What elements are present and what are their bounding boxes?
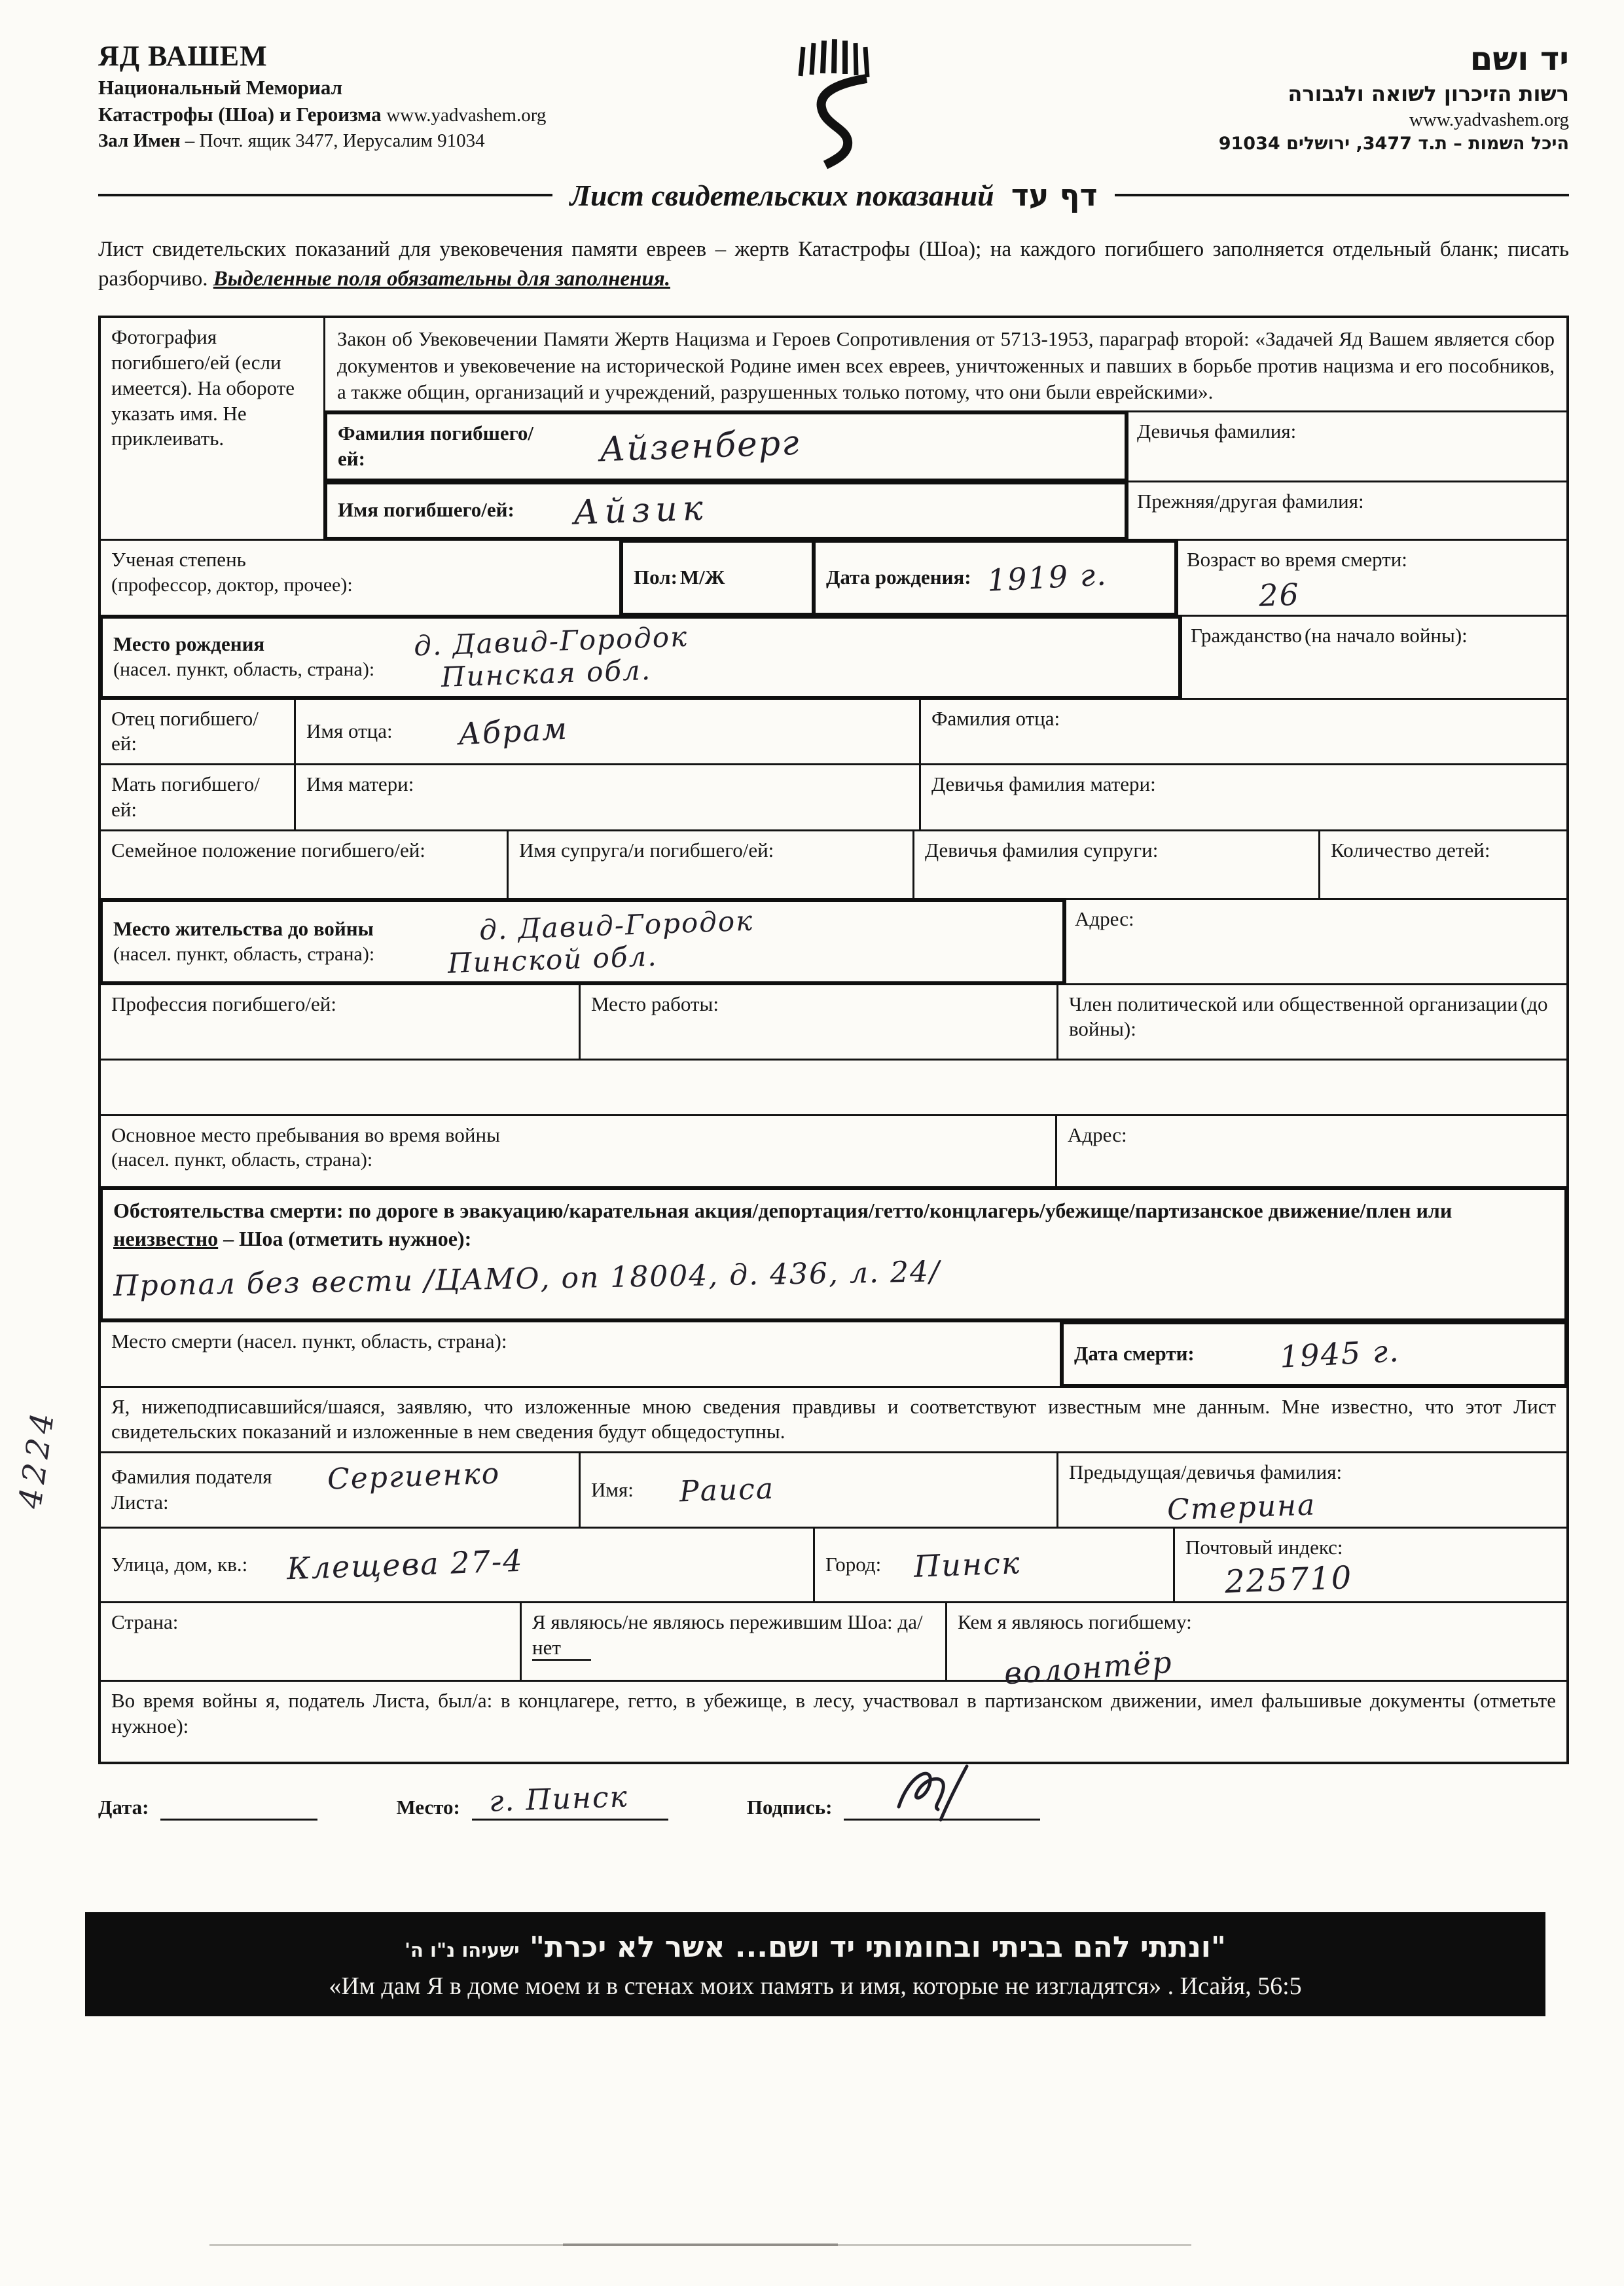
- org-subtitle-he: רשות הזיכרון לשואה ולגבורה: [1288, 81, 1569, 106]
- declaration-cell: [101, 1388, 1566, 1452]
- mandatory-fields-note: Выделенные поля обязательны для заполнения.: [213, 266, 670, 291]
- residence-value-line2: Пинской обл.: [447, 939, 659, 980]
- spouse-name-cell: [507, 831, 912, 898]
- workplace-cell: [579, 985, 1056, 1059]
- residence-label: Место жительства до войны: [113, 916, 374, 940]
- profession-label: Профессия погибшего/ей:: [111, 992, 336, 1015]
- spouse-maiden-cell: [912, 831, 1318, 898]
- father-surname-cell: [919, 700, 1566, 764]
- signature-field: [747, 1794, 1041, 1821]
- submitter-name-label: Имя:: [591, 1478, 634, 1501]
- mother-maiden-cell: [919, 765, 1566, 829]
- sex-label: Пол:: [634, 565, 677, 589]
- birthdate-cell: [812, 539, 1178, 617]
- date-label: Дата:: [98, 1796, 149, 1819]
- footer-quote-hebrew: [105, 1929, 1526, 1965]
- father-name-value: Абрам: [457, 711, 569, 752]
- row-death-place-date: [101, 1320, 1566, 1386]
- residence-address-cell: [1064, 900, 1566, 983]
- place-blank-line: [472, 1780, 668, 1821]
- death-date-value: 1945 г.: [1278, 1333, 1401, 1375]
- death-circumstances-options-b: – Шоа (отметить нужное):: [223, 1226, 472, 1250]
- row-marital: [101, 829, 1566, 898]
- victim-surname-cell: [323, 410, 1128, 482]
- father-name-label: Имя отца:: [306, 719, 393, 742]
- submitter-name-value: Раиса: [679, 1472, 775, 1509]
- org-address-he: היכל השמות – ת.ד 3477, ירושלים 91034: [1218, 134, 1569, 154]
- row-empty: [101, 1059, 1566, 1114]
- intro-text: Лист свидетельских показаний для увековечения памяти евреев – жертв Катастрофы (Шоа); на каждого погибшего заполняется отдельный бланк; писать разборчиво.: [98, 238, 1569, 291]
- law-paragraph: Закон об Увековечении Памяти Жертв Нацизма и Героев Сопротивления от 5713-1953, параграф второй: «Задачей Яд Вашем является сбор документов и увековечение на исторической Родине имен всех евреев, уничтоженных и павших в борьбе против нацизма и его пособников, а также общин, организаций и учреждений, разрушенных только потому, что они были еврейскими».: [337, 327, 1555, 404]
- residence-value-line1: д. Давид-Городок: [478, 904, 754, 947]
- victim-name-value: Айзик: [572, 488, 709, 533]
- death-circumstances-value: Пропал без вести /ЦАМО, оп 18004, д. 436, л. 24/: [113, 1255, 941, 1303]
- wartime-address-cell: [1055, 1116, 1566, 1186]
- residence-address-label: Адрес:: [1075, 907, 1134, 930]
- form-title-he: דף עד: [1011, 177, 1098, 213]
- row-father: [101, 698, 1566, 764]
- death-circumstances-text: [113, 1197, 1554, 1253]
- org-subtitle-2: [98, 102, 740, 128]
- org-url: www.yadvashem.org: [386, 104, 547, 126]
- survivor-option-no: нет: [532, 1636, 591, 1661]
- victim-surname-value: Айзенберг: [599, 423, 801, 470]
- memorial-flame-icon: [778, 38, 890, 189]
- citizenship-sublabel: (на начало войны):: [1305, 623, 1468, 647]
- workplace-label: Место работы:: [591, 992, 719, 1015]
- marital-status-cell: [101, 831, 507, 898]
- submitter-previous-name-cell: [1056, 1453, 1566, 1527]
- mother-cell: [101, 765, 294, 829]
- row-death-circumstances: [101, 1186, 1566, 1320]
- title-rule-right: [1115, 194, 1569, 196]
- birthplace-cell: [99, 615, 1182, 700]
- submitter-surname-label: Фамилия подателя Листа:: [111, 1465, 272, 1514]
- country-label: Страна:: [111, 1610, 179, 1633]
- submitter-previous-name-value: Стерина: [1166, 1488, 1317, 1527]
- mother-name-label: Имя матери:: [306, 772, 414, 796]
- mother-name-cell: [294, 765, 919, 829]
- age-at-death-label: Возраст во время смерти:: [1187, 547, 1407, 571]
- org-url-he-side: www.yadvashem.org: [1409, 109, 1569, 130]
- relation-cell: [945, 1603, 1566, 1691]
- city-label: Город:: [825, 1553, 882, 1576]
- death-circumstances-cell: [99, 1186, 1568, 1322]
- row-wartime-location: [101, 1114, 1566, 1186]
- photo-instructions-text: Фотография погибшего/ей (если имеется). На обороте указать имя. Не приклеивать.: [111, 325, 295, 450]
- submitter-name-cell: [579, 1453, 1056, 1527]
- org-address: – Почт. ящик 3477, Иерусалим 91034: [180, 130, 485, 151]
- father-surname-label: Фамилия отца:: [931, 706, 1060, 730]
- wartime-address-label: Адрес:: [1068, 1123, 1127, 1146]
- previous-surname-cell: [1127, 482, 1566, 539]
- residence-cell: [99, 898, 1066, 985]
- footer-quote-hebrew-text: "ונתתי להם בביתי ובחומותי יד ושם... אשר לא יכרת": [529, 1930, 1226, 1964]
- wartime-location-sublabel: (насел. пункт, область, страна):: [111, 1149, 373, 1171]
- row-submitter-address: [101, 1527, 1566, 1601]
- org-name-he: יד ושם: [1470, 40, 1569, 78]
- place-label: Место:: [396, 1796, 460, 1819]
- residence-value: [447, 904, 755, 980]
- date-field: [98, 1794, 317, 1821]
- death-place-label: Место смерти (насел. пункт, область, страна):: [111, 1329, 507, 1352]
- country-cell: [101, 1603, 520, 1680]
- birthdate-label: Дата рождения:: [826, 565, 971, 589]
- death-circumstances-label: Обстоятельства смерти:: [113, 1198, 344, 1222]
- submitter-previous-name-label: Предыдущая/девичья фамилия:: [1069, 1460, 1343, 1484]
- marital-status-label: Семейное положение погибшего/ей:: [111, 838, 425, 862]
- death-circumstances-options-a: по дороге в эвакуацию/карательная акция/депортация/гетто/концлагерь/убежище/партизанское движение/плен или: [348, 1198, 1453, 1222]
- victim-name-cell: [323, 481, 1128, 541]
- title-rule-left: [98, 194, 552, 196]
- scan-artifact-smudge: [563, 2243, 838, 2246]
- subrow-firstname: [325, 481, 1566, 539]
- mother-label: Мать погибшего/ей:: [111, 772, 260, 821]
- victim-surname-label: Фамилия погибшего/ей:: [338, 422, 534, 471]
- citizenship-label: Гражданство: [1191, 623, 1303, 647]
- submitter-wartime-text: Во время войны я, податель Листа, был/а: в концлагере, гетто, в убежище, в лесу, участвовал в партизанском движении, имел фальшивые документы (отметьте нужное):: [111, 1688, 1556, 1737]
- signature-label: Подпись:: [746, 1796, 833, 1819]
- street-cell: [101, 1529, 813, 1601]
- date-blank-line: [160, 1794, 317, 1821]
- relation-label: Кем я являюсь погибшему:: [958, 1610, 1192, 1633]
- declaration-text: Я, нижеподписавшийся/шаяся, заявляю, что изложенные мною сведения правдивы и соответствуют известным мне данным. Мне известно, что этот Лист свидетельских показаний и изложенные в нем сведения будут общедоступны.: [111, 1394, 1556, 1443]
- birthplace-label: Место рождения: [113, 632, 265, 656]
- postal-code-cell: [1173, 1529, 1566, 1601]
- spouse-maiden-label: Девичья фамилия супруги:: [925, 838, 1159, 862]
- sex-options: М/Ж: [679, 565, 725, 589]
- profession-cell: [101, 985, 579, 1059]
- sex-cell: [619, 539, 816, 617]
- submitter-surname-value: Сергиенко: [327, 1457, 501, 1497]
- spouse-name-label: Имя супруга/и погибшего/ей:: [519, 838, 774, 862]
- father-name-cell: [294, 700, 919, 764]
- membership-label: Член политической или общественной организации: [1069, 992, 1518, 1015]
- survivor-label: Я являюсь/не являюсь пережившим Шоа:: [532, 1610, 898, 1633]
- testimony-form-table: [98, 316, 1569, 1764]
- maiden-name-cell: [1127, 412, 1566, 481]
- relation-value: волонтёр: [1003, 1644, 1174, 1691]
- place-value: г. Пинск: [488, 1780, 629, 1819]
- row-birthplace: [101, 615, 1566, 698]
- org-subtitle-1: Национальный Мемориал: [98, 76, 343, 99]
- birthplace-value-line2: Пинская обл.: [441, 653, 652, 693]
- previous-surname-label: Прежняя/другая фамилия:: [1137, 489, 1364, 513]
- org-address-line: [98, 129, 740, 153]
- row-country-survivor-relation: [101, 1601, 1566, 1691]
- children-count-label: Количество детей:: [1331, 838, 1490, 862]
- degree-label: Ученая степень: [111, 547, 246, 571]
- city-value: Пинск: [913, 1545, 1022, 1585]
- footer-quote-russian: «Им дам Я в доме моем и в стенах моих память и имя, которые не изгладятся» . Исайя, 56:5: [329, 1972, 1302, 2000]
- hall-of-names-label: Зал Имен: [98, 130, 181, 151]
- empty-cell: [101, 1061, 1566, 1114]
- signature-mark: [890, 1760, 1027, 1825]
- father-cell: [101, 700, 294, 764]
- death-date-label: Дата смерти:: [1074, 1341, 1195, 1365]
- citizenship-cell: [1180, 617, 1566, 698]
- margin-handwritten-number: 4224: [12, 1406, 62, 1511]
- row-profession: [101, 983, 1566, 1059]
- page-header: [98, 38, 1569, 155]
- death-place-cell: [101, 1322, 1062, 1386]
- age-at-death-cell: [1176, 541, 1566, 615]
- membership-sublabel: (до войны):: [1069, 992, 1548, 1041]
- row-declaration: [101, 1386, 1566, 1452]
- form-title-ru: Лист свидетельских показаний: [569, 178, 994, 212]
- row-residence: [101, 898, 1566, 983]
- row-mother: [101, 763, 1566, 829]
- header-right-block: [1219, 38, 1569, 155]
- mother-maiden-label: Девичья фамилия матери:: [931, 772, 1156, 796]
- row-photo-law: [101, 318, 1566, 538]
- street-value: Клещева 27-4: [286, 1543, 524, 1587]
- father-label: Отец погибшего/ей:: [111, 706, 259, 755]
- org-subtitle-2-bold: Катастрофы (Шоа) и Героизма: [98, 102, 382, 126]
- row-submitter-name: [101, 1451, 1566, 1527]
- law-and-names-column: [323, 318, 1566, 538]
- age-at-death-value: 26: [1258, 576, 1301, 613]
- intro-paragraph: [98, 235, 1569, 293]
- row-submitter-wartime: [101, 1680, 1566, 1762]
- degree-cell: [101, 541, 621, 615]
- maiden-name-label: Девичья фамилия:: [1137, 420, 1297, 443]
- survivor-cell: [520, 1603, 945, 1680]
- postal-code-label: Почтовый индекс:: [1185, 1536, 1343, 1559]
- birthdate-value: 1919 г.: [986, 556, 1108, 599]
- residence-sublabel: (насел. пункт, область, страна):: [113, 943, 375, 965]
- subrow-surname: [325, 410, 1566, 481]
- row-degree-sex-dob-age: [101, 539, 1566, 615]
- death-date-cell: [1060, 1320, 1568, 1388]
- footer-quote-hebrew-ref: ישעיהו נ"ו ה': [405, 1938, 520, 1961]
- yad-vashem-logo: [778, 38, 890, 192]
- street-label: Улица, дом, кв.:: [111, 1553, 248, 1576]
- header-left-block: [98, 38, 740, 153]
- membership-cell: [1056, 985, 1566, 1059]
- signature-blank-line: [844, 1794, 1040, 1821]
- victim-name-label: Имя погибшего/ей:: [338, 498, 514, 522]
- survivor-option-yes: да/: [897, 1610, 923, 1633]
- birthplace-sublabel: (насел. пункт, область, страна):: [113, 659, 375, 681]
- footer-quote-bar: [85, 1912, 1545, 2016]
- wartime-location-label: Основное место пребывания во время войны: [111, 1123, 500, 1146]
- wartime-location-cell: [101, 1116, 1055, 1186]
- place-field: [396, 1780, 668, 1821]
- postal-code-value: 225710: [1224, 1559, 1354, 1601]
- birthplace-value: [413, 620, 689, 694]
- org-name-ru: ЯД ВАШЕМ: [98, 40, 268, 72]
- birthplace-value-line1: д. Давид-Городок: [413, 620, 689, 662]
- degree-sublabel: (профессор, доктор, прочее):: [111, 573, 353, 596]
- photo-instructions-cell: [101, 318, 323, 538]
- submitter-wartime-cell: [101, 1682, 1566, 1762]
- death-circumstances-unknown: неизвестно: [113, 1226, 219, 1250]
- city-cell: [813, 1529, 1173, 1601]
- date-place-signature-line: [98, 1780, 1569, 1821]
- submitter-surname-cell: [101, 1453, 579, 1527]
- children-count-cell: [1318, 831, 1566, 898]
